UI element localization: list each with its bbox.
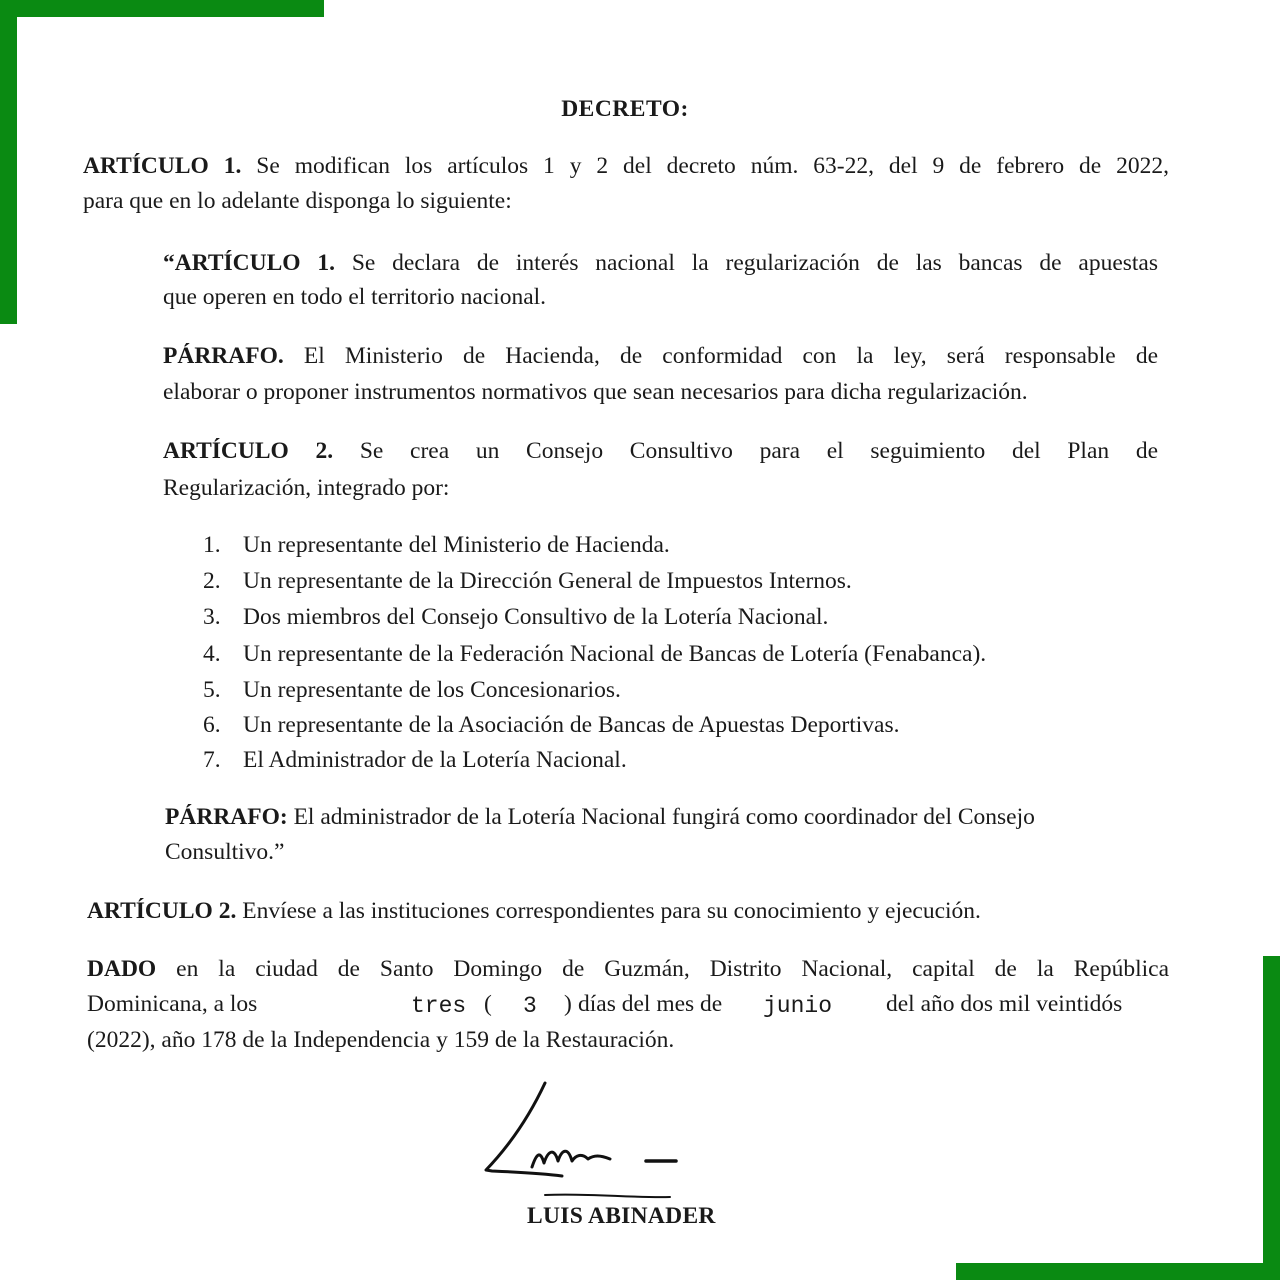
dado-paren-open: ( — [484, 991, 492, 1017]
list-item-number: 6. — [203, 712, 221, 738]
dado-label: DADO — [87, 956, 157, 982]
quoted-art2-label: ARTÍCULO 2. — [163, 438, 334, 464]
dado-line2-start: Dominicana, a los — [87, 991, 258, 1017]
parrafo2-line2: Consultivo.” — [165, 839, 285, 865]
art1-line2: para que en lo adelante disponga lo siguiente: — [83, 188, 512, 214]
list-item: Dos miembros del Consejo Consultivo de la Lotería Nacional. — [243, 604, 829, 630]
dado-month: junio — [763, 993, 833, 1019]
list-item-number: 7. — [203, 747, 221, 773]
art2-line — [87, 900, 981, 924]
parrafo2-label: PÁRRAFO: — [165, 804, 288, 830]
dado-line3: (2022), año 178 de la Independencia y 159 de la Restauración. — [87, 1027, 675, 1053]
dado-text-1: en la ciudad de Santo Domingo de Guzmán, Distrito Nacional, capital de la República — [176, 956, 1169, 982]
list-item: Un representante de la Dirección General de Impuestos Internos. — [243, 568, 852, 594]
signatory-name: LUIS ABINADER — [527, 1203, 716, 1229]
list-item-number: 1. — [203, 532, 221, 558]
list-item: El Administrador de la Lotería Nacional. — [243, 747, 627, 773]
dado-day-word: tres — [411, 993, 467, 1019]
list-item-number: 2. — [203, 568, 221, 594]
list-item-number: 5. — [203, 677, 221, 703]
art1-text-1: Se modifican los artículos 1 y 2 del decreto núm. 63-22, del 9 de febrero de 2022, — [256, 153, 1169, 179]
list-item: Un representante de la Federación Nacional de Bancas de Lotería (Fenabanca). — [243, 641, 987, 667]
art1-label: ARTÍCULO 1. — [83, 153, 242, 179]
quoted-art2-text-1: Se crea un Consejo Consultivo para el seguimiento del Plan de — [359, 438, 1159, 464]
parrafo2-line1 — [165, 806, 1035, 830]
parrafo1-label: PÁRRAFO. — [163, 343, 284, 369]
quoted-art2-line1 — [163, 440, 1158, 464]
handwritten-signature — [470, 1075, 690, 1215]
quoted-art1-label: “ARTÍCULO 1. — [163, 250, 336, 276]
dado-paren-close: ) — [564, 991, 572, 1017]
decree-heading: DECRETO: — [561, 96, 689, 122]
list-item: Un representante de los Concesionarios. — [243, 677, 621, 703]
dado-line2-end: del año dos mil veintidós — [886, 991, 1123, 1017]
art2-text: Envíese a las instituciones correspondientes para su conocimiento y ejecución. — [242, 898, 981, 924]
list-item: Un representante de la Asociación de Bancas de Apuestas Deportivas. — [243, 712, 900, 738]
quoted-art2-line2: Regularización, integrado por: — [163, 475, 450, 501]
list-item: Un representante del Ministerio de Hacienda. — [243, 532, 670, 558]
parrafo1-text-1: El Ministerio de Hacienda, de conformidad con la ley, será responsable de — [303, 343, 1159, 369]
art2-label: ARTÍCULO 2. — [87, 898, 237, 924]
dado-line2-middle: días del mes de — [578, 991, 723, 1017]
dado-line1 — [87, 958, 1169, 982]
parrafo1-line1 — [163, 345, 1158, 369]
quoted-art1-text-1: Se declara de interés nacional la regularización de las bancas de apuestas — [351, 250, 1158, 276]
parrafo2-text-1: El administrador de la Lotería Nacional fungirá como coordinador del Consejo — [293, 804, 1035, 830]
dado-day-number: 3 — [523, 993, 537, 1019]
list-item-number: 3. — [203, 604, 221, 630]
art1-line1 — [83, 155, 1169, 179]
list-item-number: 4. — [203, 641, 221, 667]
quoted-art1-line1 — [163, 252, 1158, 276]
quoted-art1-line2: que operen en todo el territorio nacional. — [163, 284, 547, 310]
parrafo1-line2: elaborar o proponer instrumentos normativos que sean necesarios para dicha regularización. — [163, 379, 1028, 405]
